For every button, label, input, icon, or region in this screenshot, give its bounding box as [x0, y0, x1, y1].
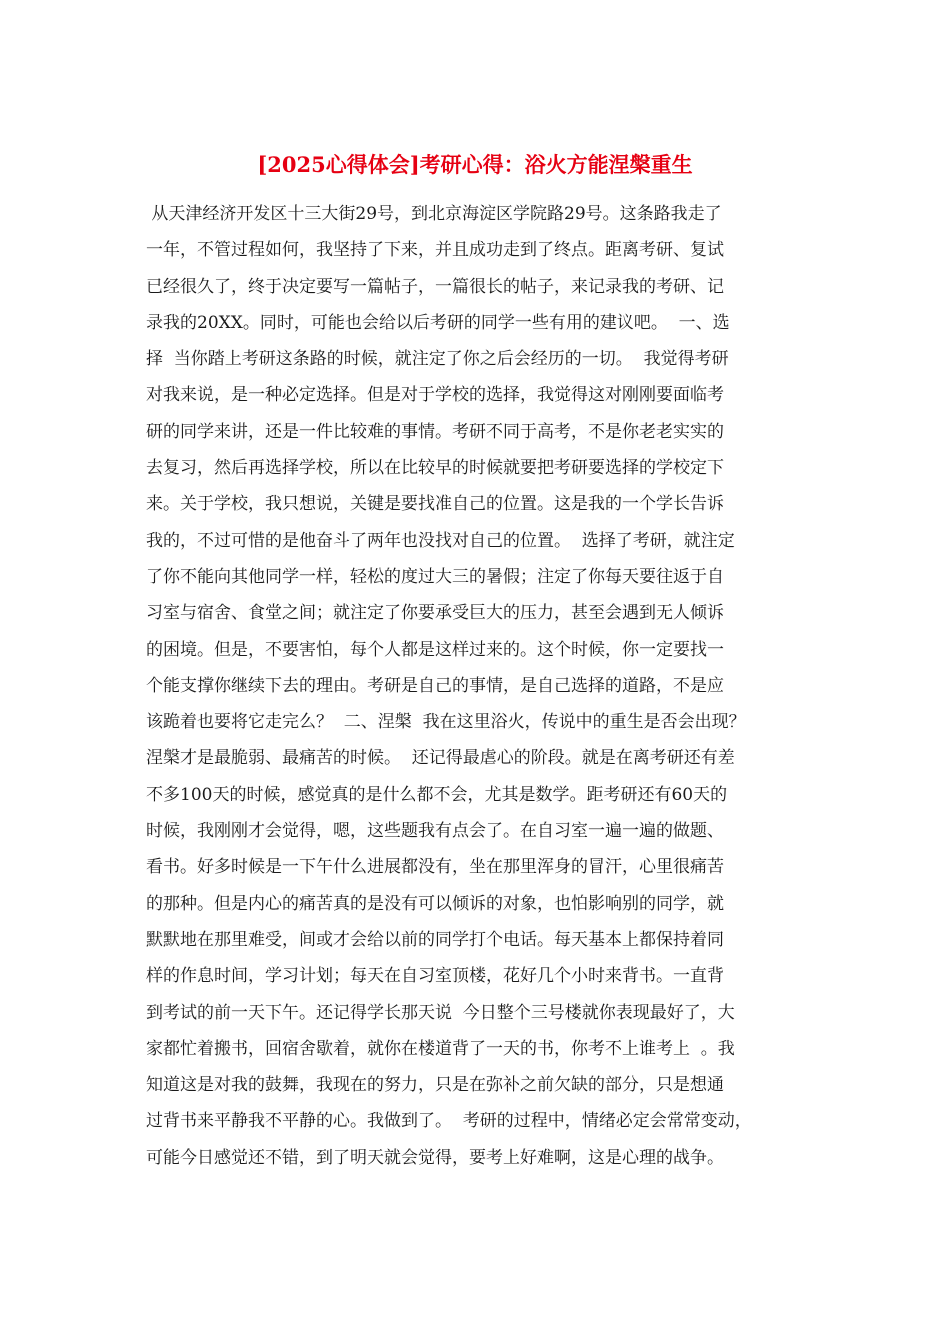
- body-line: 不多100天的时候，感觉真的是什么都不会，尤其是数学。距考研还有60天的: [146, 784, 728, 805]
- body-line: 去复习，然后再选择学校，所以在比较早的时候就要把考研要选择的学校定下: [146, 458, 724, 479]
- body-line: 择 当你踏上考研这条路的时候，就注定了你之后会经历的一切。 我觉得考研: [146, 349, 729, 370]
- document-title: [2025心得体会]考研心得：浴火方能涅槃重生: [257, 152, 693, 177]
- body-line: 个能支撑你继续下去的理由。考研是自己的事情，是自己选择的道路，不是应: [146, 675, 724, 696]
- body-line: 的困境。但是，不要害怕，每个人都是这样过来的。这个时候，你一定要找一: [146, 639, 724, 660]
- document-body: [146, 196, 806, 1176]
- body-line: 家都忙着搬书，回宿舍歇着，就你在楼道背了一天的书，你考不上谁考上 。我: [146, 1038, 735, 1059]
- body-line: 我的，不过可惜的是他奋斗了两年也没找对自己的位置。 选择了考研，就注定: [146, 530, 735, 551]
- body-line: 该跪着也要将它走完么？ 二、涅槃 我在这里浴火，传说中的重生是否会出现？: [146, 712, 746, 733]
- body-line: 习室与宿舍、食堂之间；就注定了你要承受巨大的压力，甚至会遇到无人倾诉: [146, 603, 724, 624]
- body-line: 过背书来平静我不平静的心。我做到了。 考研的过程中，情绪必定会常常变动，: [146, 1111, 752, 1132]
- body-line: 已经很久了，终于决定要写一篇帖子，一篇很长的帖子，来记录我的考研、记: [146, 276, 724, 297]
- body-line: 看书。好多时候是一下午什么进展都没有，坐在那里浑身的冒汗，心里很痛苦: [146, 857, 724, 878]
- body-line: 样的作息时间，学习计划；每天在自习室顶楼，花好几个小时来背书。一直背: [146, 966, 724, 987]
- body-line: 可能今日感觉还不错，到了明天就会觉得，要考上好难啊，这是心理的战争。: [146, 1147, 724, 1168]
- body-line: 了你不能向其他同学一样，轻松的度过大三的暑假；注定了你每天要往返于自: [146, 566, 724, 587]
- body-line: 涅槃才是最脆弱、最痛苦的时候。 还记得最虐心的阶段。就是在离考研还有差: [146, 748, 735, 769]
- body-line: 研的同学来讲，还是一件比较难的事情。考研不同于高考，不是你老老实实的: [146, 421, 724, 442]
- body-line: 一年，不管过程如何，我坚持了下来，并且成功走到了终点。距离考研、复试: [146, 240, 724, 261]
- body-line: 的那种。但是内心的痛苦真的是没有可以倾诉的对象，也怕影响别的同学，就: [146, 893, 724, 914]
- body-line: 时候，我刚刚才会觉得，嗯，这些题我有点会了。在自习室一遍一遍的做题、: [146, 821, 724, 842]
- body-line: 知道这是对我的鼓舞，我现在的努力，只是在弥补之前欠缺的部分，只是想通: [146, 1075, 724, 1096]
- body-line: 录我的20XX。同时，可能也会给以后考研的同学一些有用的建议吧。 一、选: [146, 312, 730, 333]
- body-line: 默默地在那里难受，间或才会给以前的同学打个电话。每天基本上都保持着同: [146, 929, 724, 950]
- body-line: 来。关于学校，我只想说，关键是要找准自己的位置。这是我的一个学长告诉: [146, 494, 724, 515]
- body-line: 对我来说，是一种必定选择。但是对于学校的选择，我觉得这对刚刚要面临考: [146, 385, 724, 406]
- body-line: 到考试的前一天下午。还记得学长那天说 今日整个三号楼就你表现最好了，大: [146, 1002, 735, 1023]
- body-line: 从天津经济开发区十三大街29号，到北京海淀区学院路29号。这条路我走了: [146, 204, 722, 224]
